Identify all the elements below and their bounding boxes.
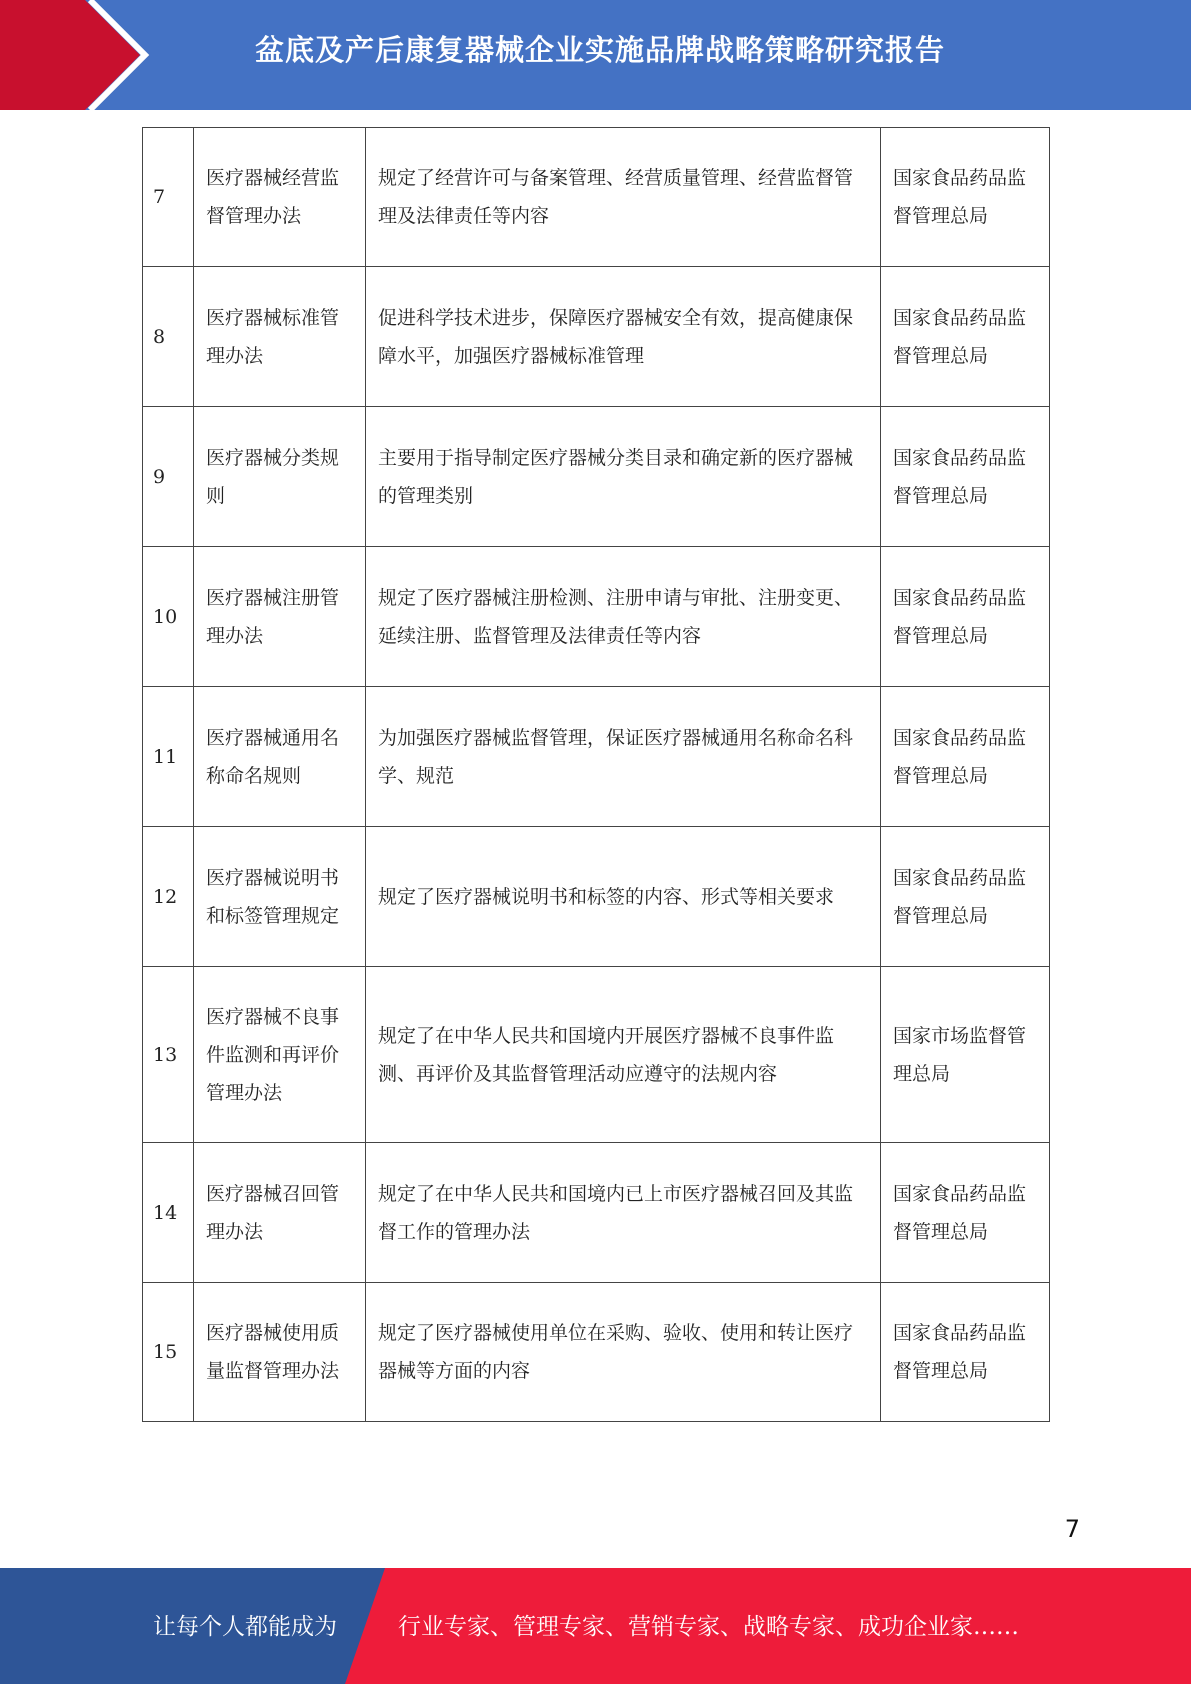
table-row xyxy=(143,407,1050,547)
table-row xyxy=(143,267,1050,407)
issuing-authority: 国家食品药品监督管理总局 xyxy=(881,407,1050,547)
issuing-authority: 国家市场监督管理总局 xyxy=(881,967,1050,1143)
footer-slogan-right: 行业专家、管理专家、营销专家、战略专家、成功企业家…… xyxy=(398,1614,1019,1640)
table-row xyxy=(143,1283,1050,1422)
regulation-name: 医疗器械注册管理办法 xyxy=(194,547,366,687)
row-number: 11 xyxy=(143,687,194,827)
regulation-content: 主要用于指导制定医疗器械分类目录和确定新的医疗器械的管理类别 xyxy=(366,407,881,547)
regulation-name: 医疗器械分类规则 xyxy=(194,407,366,547)
report-title: 盆底及产后康复器械企业实施品牌战略策略研究报告 xyxy=(254,33,945,67)
regulation-name: 医疗器械使用质量监督管理办法 xyxy=(194,1283,366,1422)
table-row xyxy=(143,687,1050,827)
regulation-name: 医疗器械经营监督管理办法 xyxy=(194,128,366,267)
red-arrow-decoration xyxy=(0,0,150,110)
table-row xyxy=(143,1143,1050,1283)
table-row xyxy=(143,547,1050,687)
regulation-name: 医疗器械通用名称命名规则 xyxy=(194,687,366,827)
table-row xyxy=(143,967,1050,1143)
regulation-content: 促进科学技术进步，保障医疗器械安全有效，提高健康保障水平，加强医疗器械标准管理 xyxy=(366,267,881,407)
regulation-content: 规定了医疗器械注册检测、注册申请与审批、注册变更、延续注册、监督管理及法律责任等内容 xyxy=(366,547,881,687)
issuing-authority: 国家食品药品监督管理总局 xyxy=(881,128,1050,267)
row-number: 10 xyxy=(143,547,194,687)
row-number: 8 xyxy=(143,267,194,407)
regulation-name: 医疗器械说明书和标签管理规定 xyxy=(194,827,366,967)
regulation-table-body xyxy=(143,128,1050,1422)
row-number: 13 xyxy=(143,967,194,1143)
regulation-table xyxy=(142,127,1050,1422)
regulation-content: 规定了经营许可与备案管理、经营质量管理、经营监督管理及法律责任等内容 xyxy=(366,128,881,267)
regulation-content: 规定了医疗器械说明书和标签的内容、形式等相关要求 xyxy=(366,827,881,967)
row-number: 9 xyxy=(143,407,194,547)
issuing-authority: 国家食品药品监督管理总局 xyxy=(881,267,1050,407)
issuing-authority: 国家食品药品监督管理总局 xyxy=(881,687,1050,827)
issuing-authority: 国家食品药品监督管理总局 xyxy=(881,827,1050,967)
regulation-name: 医疗器械不良事件监测和再评价管理办法 xyxy=(194,967,366,1143)
row-number: 7 xyxy=(143,128,194,267)
row-number: 15 xyxy=(143,1283,194,1422)
regulation-content: 规定了在中华人民共和国境内开展医疗器械不良事件监测、再评价及其监督管理活动应遵守的法规内容 xyxy=(366,967,881,1143)
page-header xyxy=(0,0,1191,110)
issuing-authority: 国家食品药品监督管理总局 xyxy=(881,1283,1050,1422)
regulation-content: 为加强医疗器械监督管理，保证医疗器械通用名称命名科学、规范 xyxy=(366,687,881,827)
page-footer xyxy=(0,1568,1191,1684)
row-number: 12 xyxy=(143,827,194,967)
issuing-authority: 国家食品药品监督管理总局 xyxy=(881,1143,1050,1283)
regulation-name: 医疗器械召回管理办法 xyxy=(194,1143,366,1283)
regulation-content: 规定了医疗器械使用单位在采购、验收、使用和转让医疗器械等方面的内容 xyxy=(366,1283,881,1422)
regulation-name: 医疗器械标准管理办法 xyxy=(194,267,366,407)
table-row xyxy=(143,128,1050,267)
table-row xyxy=(143,827,1050,967)
row-number: 14 xyxy=(143,1143,194,1283)
regulation-content: 规定了在中华人民共和国境内已上市医疗器械召回及其监督工作的管理办法 xyxy=(366,1143,881,1283)
page-number: 7 xyxy=(1064,1515,1080,1543)
issuing-authority: 国家食品药品监督管理总局 xyxy=(881,547,1050,687)
footer-slogan-left: 让每个人都能成为 xyxy=(153,1614,337,1640)
